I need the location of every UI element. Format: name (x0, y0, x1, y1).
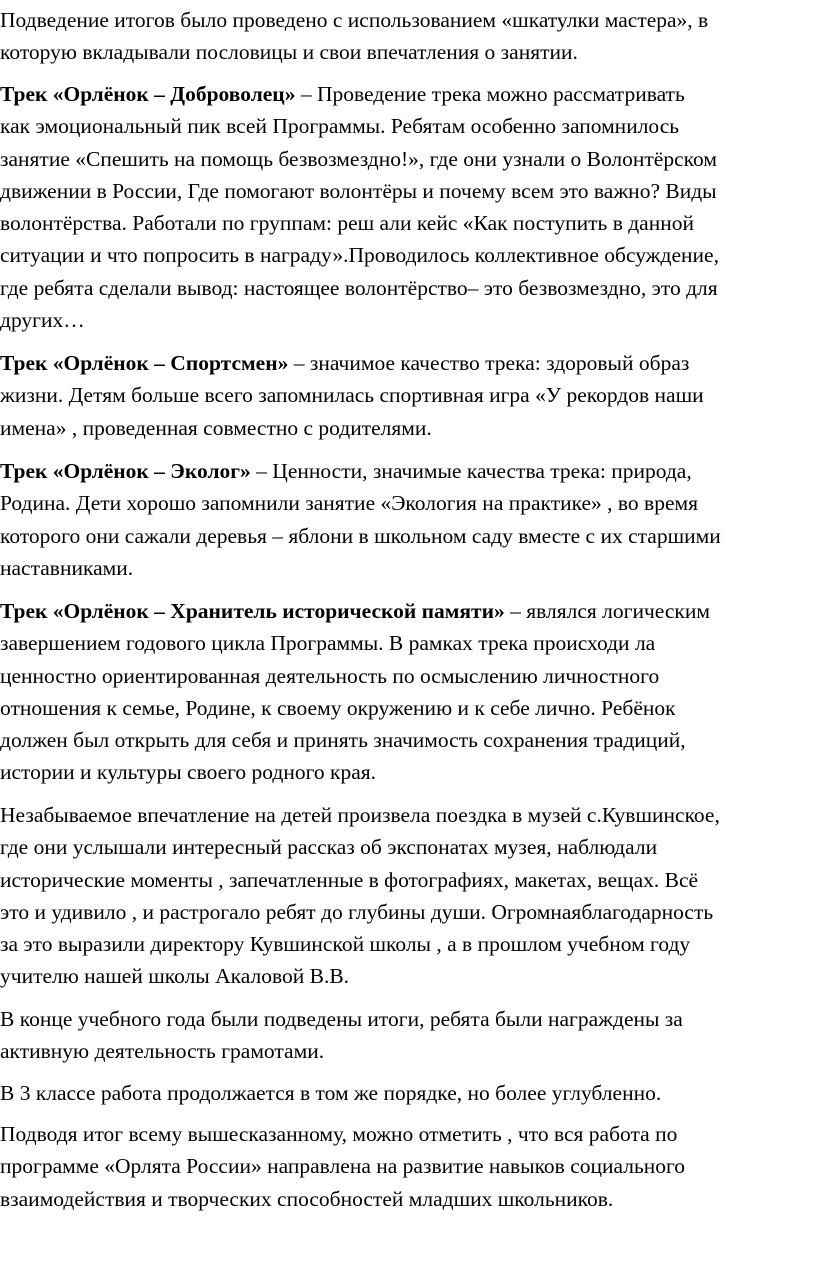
text-line: как эмоциональный пик всей Программы. Ребятам особенно запомнилось (0, 114, 680, 139)
text-line: истории и культуры своего родного края. (0, 760, 377, 785)
text-line: Подводя итог всему вышесказанному, можно отметить , что вся работа по (0, 1122, 678, 1146)
text-line: жизни. Детям больше всего запомнилась спортивная игра «У рекордов наши (0, 383, 704, 408)
text-line: имена» , проведенная совместно с родителями. (0, 415, 432, 440)
text-line (0, 455, 816, 487)
track-title-history: Трек «Орлёнок – Хранитель исторической памяти» (0, 599, 505, 623)
text-run: – значимое качество трека: здоровый образ (288, 351, 690, 375)
text-run: – Ценности, значимые качества трека: природа, (250, 459, 692, 483)
text-line: ценностно ориентированная деятельность по осмыслению личностного (0, 663, 660, 688)
text-line: Незабываемое впечатление на детей произвела поездка в музей с.Кувшинское, (0, 803, 720, 827)
text-line: где ребята сделали вывод: настоящее волонтёрство– это безвозмездно, это для (0, 275, 718, 300)
text-line: В конце учебного года были подведены итоги, ребята были награждены за (0, 1007, 683, 1031)
text-line: активную деятельность грамотами. (0, 1039, 325, 1064)
track-title-sportsman: Трек «Орлёнок – Спортсмен» (0, 351, 289, 375)
text-line (0, 595, 816, 627)
track-title-ecologist: Трек «Орлёнок – Эколог» (0, 459, 251, 483)
track-title-volunteer: Трек «Орлёнок – Доброволец» (0, 82, 296, 106)
text-line: отношения к семье, Родине, к своему окружению и к себе лично. Ребёнок (0, 695, 676, 720)
paragraph-third-grade (0, 1077, 816, 1109)
text-line: наставниками. (0, 555, 134, 580)
text-line: где они услышали интересный рассказ об экспонатах музея, наблюдали (0, 835, 658, 860)
text-line: В 3 классе работа продолжается в том же порядке, но более углубленно. (0, 1081, 662, 1105)
text-line: движении в России, Где помогают волонтёры и почему всем это важно? Виды (0, 178, 717, 203)
text-line: исторические моменты , запечатленные в фотографиях, макетах, вещах. Всё (0, 867, 699, 892)
text-line: волонтёрства. Работали по группам: реш али кейс «Как поступить в данной (0, 211, 694, 236)
text-line (0, 78, 816, 110)
text-line (0, 347, 816, 379)
paragraph-track-history (0, 595, 816, 789)
text-line: должен был открыть для себя и принять значимость сохранения традиций, (0, 728, 686, 753)
text-line: занятие «Спешить на помощь безвозмездно!», где они узнали о Волонтёрском (0, 146, 717, 171)
text-line: взаимодействия и творческих способностей младших школьников. (0, 1186, 614, 1211)
text-line: Подведение итогов было проведено с использованием «шкатулки мастера», в (0, 8, 709, 32)
paragraph-year-end (0, 1003, 816, 1068)
text-line: завершением годового цикла Программы. В рамках трека происходи ла (0, 631, 656, 656)
text-line: других… (0, 308, 85, 333)
paragraph-track-sportsman (0, 347, 816, 444)
text-line: учителю нашей школы Акаловой В.В. (0, 964, 350, 989)
text-line: Родина. Дети хорошо запомнили занятие «Экология на практике» , во время (0, 491, 698, 516)
text-line: ситуации и что попросить в награду».Проводилось коллективное обсуждение, (0, 243, 719, 268)
paragraph-track-ecologist (0, 455, 816, 584)
text-line: это и удивило , и растрогало ребят до глубины души. Огромнаяблагодарность (0, 899, 714, 924)
text-run: – являлся логическим (504, 599, 710, 623)
text-line: которого они сажали деревья – яблони в школьном саду вместе с их старшими (0, 523, 721, 548)
text-line: программе «Орлята России» направлена на развитие навыков социального (0, 1154, 686, 1179)
text-line: которую вкладывали пословицы и свои впечатления о занятии. (0, 40, 578, 65)
text-run: – Проведение трека можно рассматривать (295, 82, 685, 106)
text-line: за это выразили директору Кувшинской школы , а в прошлом учебном году (0, 932, 691, 957)
paragraph-track-volunteer (0, 78, 816, 336)
paragraph-museum-trip (0, 799, 816, 993)
paragraph-conclusion (0, 1118, 816, 1215)
paragraph-summary-method (0, 4, 816, 69)
